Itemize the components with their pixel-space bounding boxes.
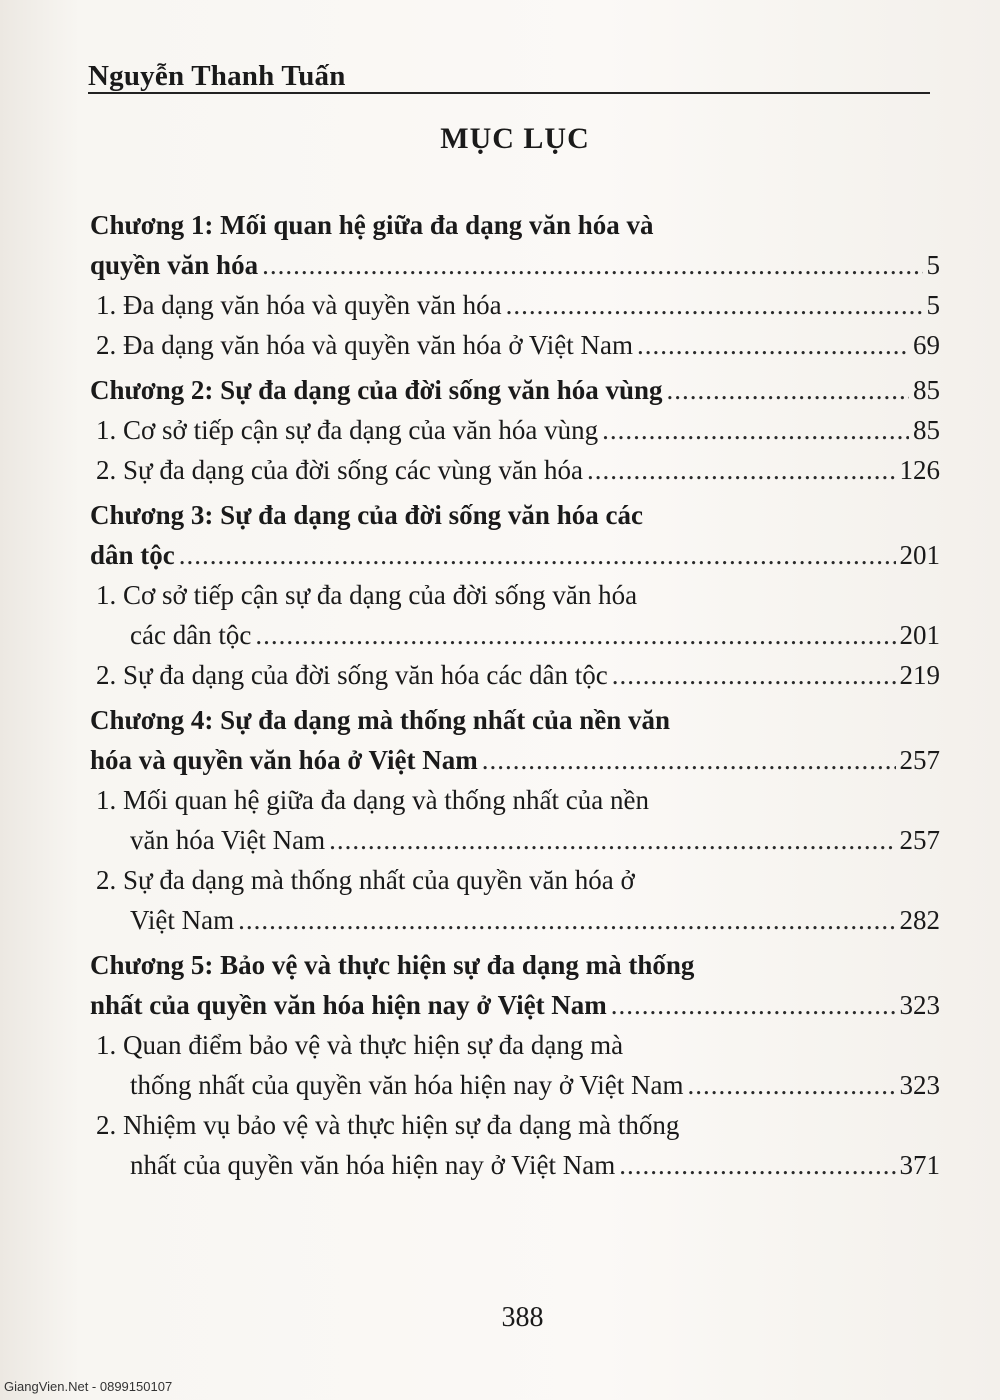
toc-page-number: 85 — [913, 415, 940, 445]
toc-entry-title: dân tộc — [90, 540, 175, 570]
toc-entry-title: văn hóa Việt Nam — [130, 825, 326, 855]
toc-leader-dots — [179, 535, 896, 575]
toc-section-entry — [90, 285, 940, 325]
toc-section-entry — [90, 1025, 940, 1105]
toc-entry-line: Chương 3: Sự đa dạng của đời sống văn hóa các — [90, 500, 643, 530]
toc-page-number: 282 — [899, 905, 940, 935]
toc-leader-dots — [688, 1065, 896, 1105]
toc-entry-line: Chương 4: Sự đa dạng mà thống nhất của nền văn — [90, 705, 671, 735]
toc-entry-line: Chương 5: Bảo vệ và thực hiện sự đa dạng mà thống — [90, 950, 695, 980]
toc-leader-dots — [262, 245, 922, 285]
toc-leader-dots — [637, 325, 909, 365]
toc-chapter-entry — [90, 370, 940, 410]
toc-entry-lastline — [96, 1145, 940, 1185]
toc-entry-lastline — [96, 615, 940, 655]
toc-section-entry — [90, 780, 940, 860]
toc-leader-dots — [667, 370, 910, 410]
toc-leader-dots — [602, 410, 909, 450]
toc-entry-title: hóa và quyền văn hóa ở Việt Nam — [90, 745, 478, 775]
toc-entry-line: 1. Cơ sở tiếp cận sự đa dạng của đời sống văn hóa — [96, 580, 638, 610]
toc-entry-title: nhất của quyền văn hóa hiện nay ở Việt Nam — [90, 990, 607, 1020]
toc-page-number: 201 — [899, 540, 940, 570]
toc-chapter-entry — [90, 495, 940, 575]
toc-entry-line: 1. Mối quan hệ giữa đa dạng và thống nhất của nền — [96, 785, 649, 815]
toc-entry-title: quyền văn hóa — [90, 250, 259, 280]
toc-entry-lastline — [96, 325, 940, 365]
toc-chapter-entry — [90, 945, 940, 1025]
toc-entry-title: 2. Sự đa dạng của đời sống các vùng văn hóa — [96, 455, 584, 485]
toc-leader-dots — [619, 1145, 895, 1185]
toc-page-number: 85 — [913, 375, 940, 405]
toc-entry-title: 1. Đa dạng văn hóa và quyền văn hóa — [96, 290, 502, 320]
toc-leader-dots — [611, 985, 896, 1025]
toc-leader-dots — [612, 655, 896, 695]
toc-page-number: 201 — [899, 620, 940, 650]
page-number: 388 — [501, 1302, 544, 1333]
toc-section-entry — [90, 410, 940, 450]
toc-page-number: 5 — [926, 290, 940, 320]
toc-entry-lastline — [96, 655, 940, 695]
toc-entry-lastline — [90, 740, 940, 780]
toc-chapter-entry — [90, 205, 940, 285]
toc-page-number: 5 — [926, 250, 940, 280]
toc-entry-lastline — [96, 1065, 940, 1105]
toc-entry-title: thống nhất của quyền văn hóa hiện nay ở Việt Nam — [130, 1070, 684, 1100]
toc-page-number: 69 — [913, 330, 940, 360]
toc-entry-lastline — [96, 820, 940, 860]
header-author: Nguyễn Thanh Tuấn — [88, 60, 346, 92]
toc-entry-lastline — [90, 985, 940, 1025]
toc-entry-lastline — [96, 450, 940, 490]
toc-section-entry — [90, 1105, 940, 1185]
toc-title: MỤC LỤC — [440, 122, 590, 155]
watermark: GiangVien.Net - 0899150107 — [4, 1379, 173, 1394]
toc-entry-title: 2. Sự đa dạng của đời sống văn hóa các dân tộc — [96, 660, 608, 690]
toc-section-entry — [90, 325, 940, 365]
toc-page-number: 126 — [899, 455, 940, 485]
toc-entry-lastline — [96, 900, 940, 940]
toc-entry-title: 1. Cơ sở tiếp cận sự đa dạng của văn hóa vùng — [96, 415, 599, 445]
toc-page-number: 257 — [899, 825, 940, 855]
toc-leader-dots — [482, 740, 896, 780]
toc-page-number: 323 — [899, 1070, 940, 1100]
toc-page-number: 323 — [899, 990, 940, 1020]
toc-chapter-entry — [90, 700, 940, 780]
toc-section-entry — [90, 655, 940, 695]
toc-leader-dots — [329, 820, 895, 860]
toc-page-number: 371 — [899, 1150, 940, 1180]
running-header — [88, 58, 930, 94]
toc-page-number: 219 — [899, 660, 940, 690]
toc-entry-title: 2. Đa dạng văn hóa và quyền văn hóa ở Việt Nam — [96, 330, 634, 360]
toc-entry-line: 1. Quan điểm bảo vệ và thực hiện sự đa dạng mà — [96, 1030, 624, 1060]
toc-leader-dots — [506, 285, 923, 325]
toc-entry-lastline — [96, 285, 940, 325]
toc-entry-line: Chương 1: Mối quan hệ giữa đa dạng văn hóa và — [90, 210, 654, 240]
toc-page-number: 257 — [899, 745, 940, 775]
toc-leader-dots — [255, 615, 895, 655]
table-of-contents — [90, 200, 940, 1185]
toc-entry-lastline — [90, 370, 940, 410]
toc-entry-line: 2. Sự đa dạng mà thống nhất của quyền văn hóa ở — [96, 865, 635, 895]
toc-entry-title: nhất của quyền văn hóa hiện nay ở Việt Nam — [130, 1150, 616, 1180]
toc-leader-dots — [587, 450, 895, 490]
toc-section-entry — [90, 860, 940, 940]
toc-section-entry — [90, 450, 940, 490]
toc-entry-title: các dân tộc — [130, 620, 252, 650]
toc-entry-lastline — [96, 410, 940, 450]
toc-section-entry — [90, 575, 940, 655]
toc-entry-lastline — [90, 535, 940, 575]
toc-entry-lastline — [90, 245, 940, 285]
toc-entry-line: 2. Nhiệm vụ bảo vệ và thực hiện sự đa dạng mà thống — [96, 1110, 680, 1140]
toc-entry-title: Việt Nam — [130, 905, 235, 935]
toc-leader-dots — [238, 900, 895, 940]
toc-entry-title: Chương 2: Sự đa dạng của đời sống văn hóa vùng — [90, 375, 663, 405]
